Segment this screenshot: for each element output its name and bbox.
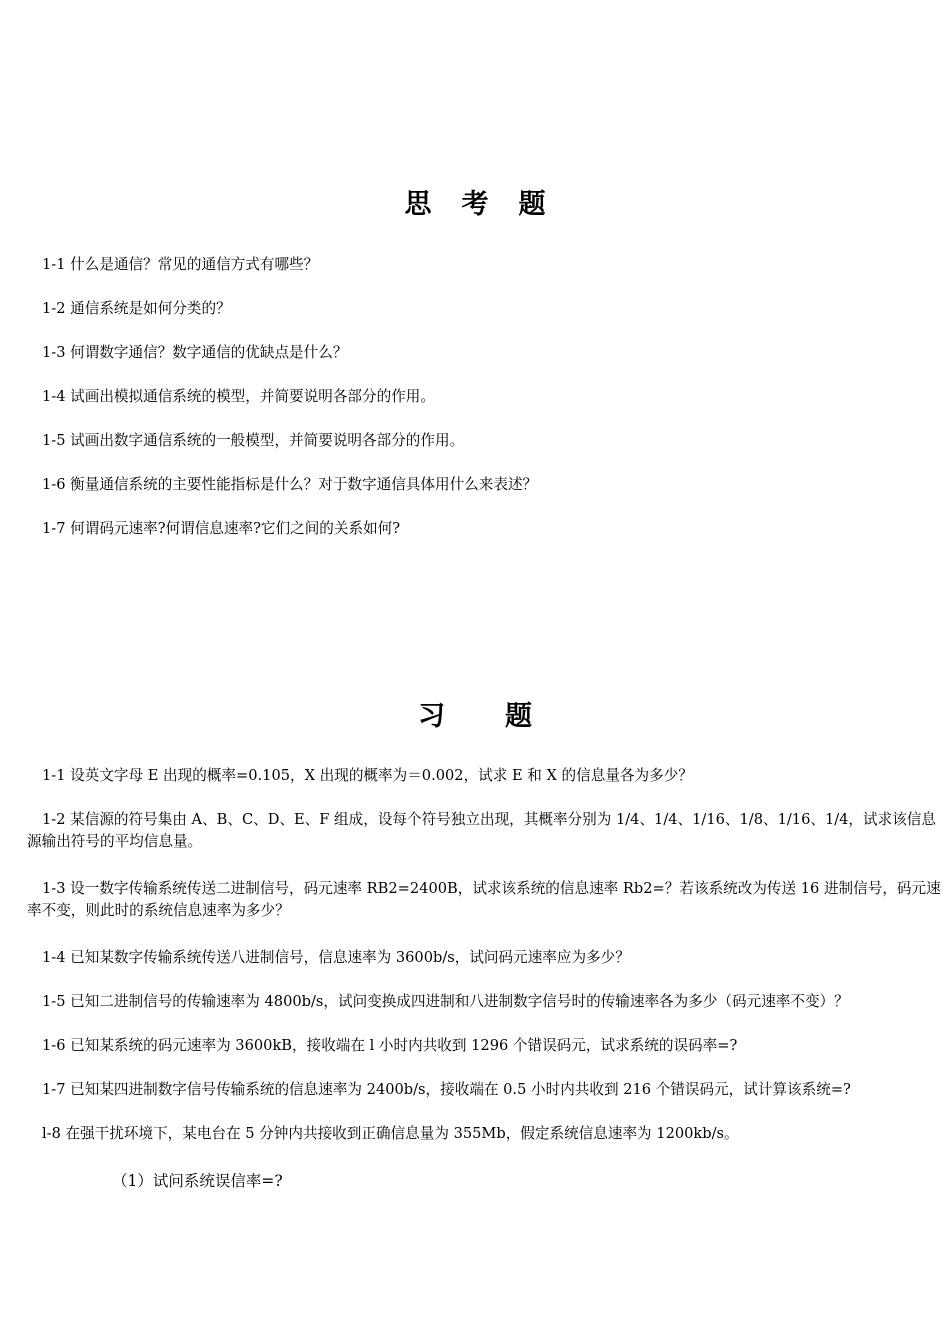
thinking-item-3: 1-3 何谓数字通信？数字通信的优缺点是什么？ xyxy=(42,344,348,361)
thinking-section-title xyxy=(0,182,950,221)
exercise-item-2: 1-2 某信源的符号集由 A、B、C、D、E、F 组成，设每个符号独立出现，其概率分别为 1/4、1/4、1/16、1/8、1/16、1/4，试求该信息源输出符号的平均信息量。 xyxy=(27,811,936,850)
title-char: 题 xyxy=(505,701,532,732)
exercise-section-title xyxy=(0,694,950,733)
title-char: 习 xyxy=(418,701,445,732)
exercise-item-8: l-8 在强干扰环境下，某电台在 5 分钟内共接收到正确信息量为 355Mb，假定系统信息速率为 1200kb/s。 xyxy=(42,1125,739,1142)
thinking-item-6: 1-6 衡量通信系统的主要性能指标是什么？对于数字通信具体用什么来表述？ xyxy=(42,476,538,493)
exercise-item-7: 1-7 已知某四进制数字信号传输系统的信息速率为 2400b/s，接收端在 0.5 小时内共收到 216 个错误码元，试计算该系统=? xyxy=(42,1081,851,1098)
exercise-item-6: 1-6 已知某系统的码元速率为 3600kB，接收端在 l 小时内共收到 1296 个错误码元，试求系统的误码率=? xyxy=(42,1037,738,1054)
exercise-item-4: 1-4 已知某数字传输系统传送八进制信号，信息速率为 3600b/s，试问码元速率应为多少？ xyxy=(42,949,630,966)
exercise-item-1: 1-1 设英文字母 E 出现的概率=0.105，X 出现的概率为＝0.002，试求 E 和 X 的信息量各为多少？ xyxy=(42,767,693,784)
title-char: 题 xyxy=(518,189,546,220)
thinking-item-7: 1-7 何谓码元速率?何谓信息速率?它们之间的关系如何? xyxy=(42,520,401,537)
title-char: 考 xyxy=(461,189,489,220)
exercise-item-3: 1-3 设一数字传输系统传送二进制信号，码元速率 RB2=2400B，试求该系统的信息速率 Rb2=？若该系统改为传送 16 进制信号，码元速率不变，则此时的系统信息速率为多少？ xyxy=(27,880,941,919)
exercise-item-5: 1-5 已知二进制信号的传输速率为 4800b/s，试问变换成四进制和八进制数字信号时的传输速率各为多少（码元速率不变）？ xyxy=(42,993,849,1010)
exercise-item-8-sub-1: （1）试问系统误信率=? xyxy=(112,1172,283,1190)
thinking-item-4: 1-4 试画出模拟通信系统的模型，并简要说明各部分的作用。 xyxy=(42,388,435,405)
thinking-item-2: 1-2 通信系统是如何分类的？ xyxy=(42,300,231,317)
title-char: 思 xyxy=(404,189,432,220)
thinking-item-5: 1-5 试画出数字通信系统的一般模型，并简要说明各部分的作用。 xyxy=(42,432,465,449)
thinking-item-1: 1-1 什么是通信？常见的通信方式有哪些？ xyxy=(42,256,319,273)
